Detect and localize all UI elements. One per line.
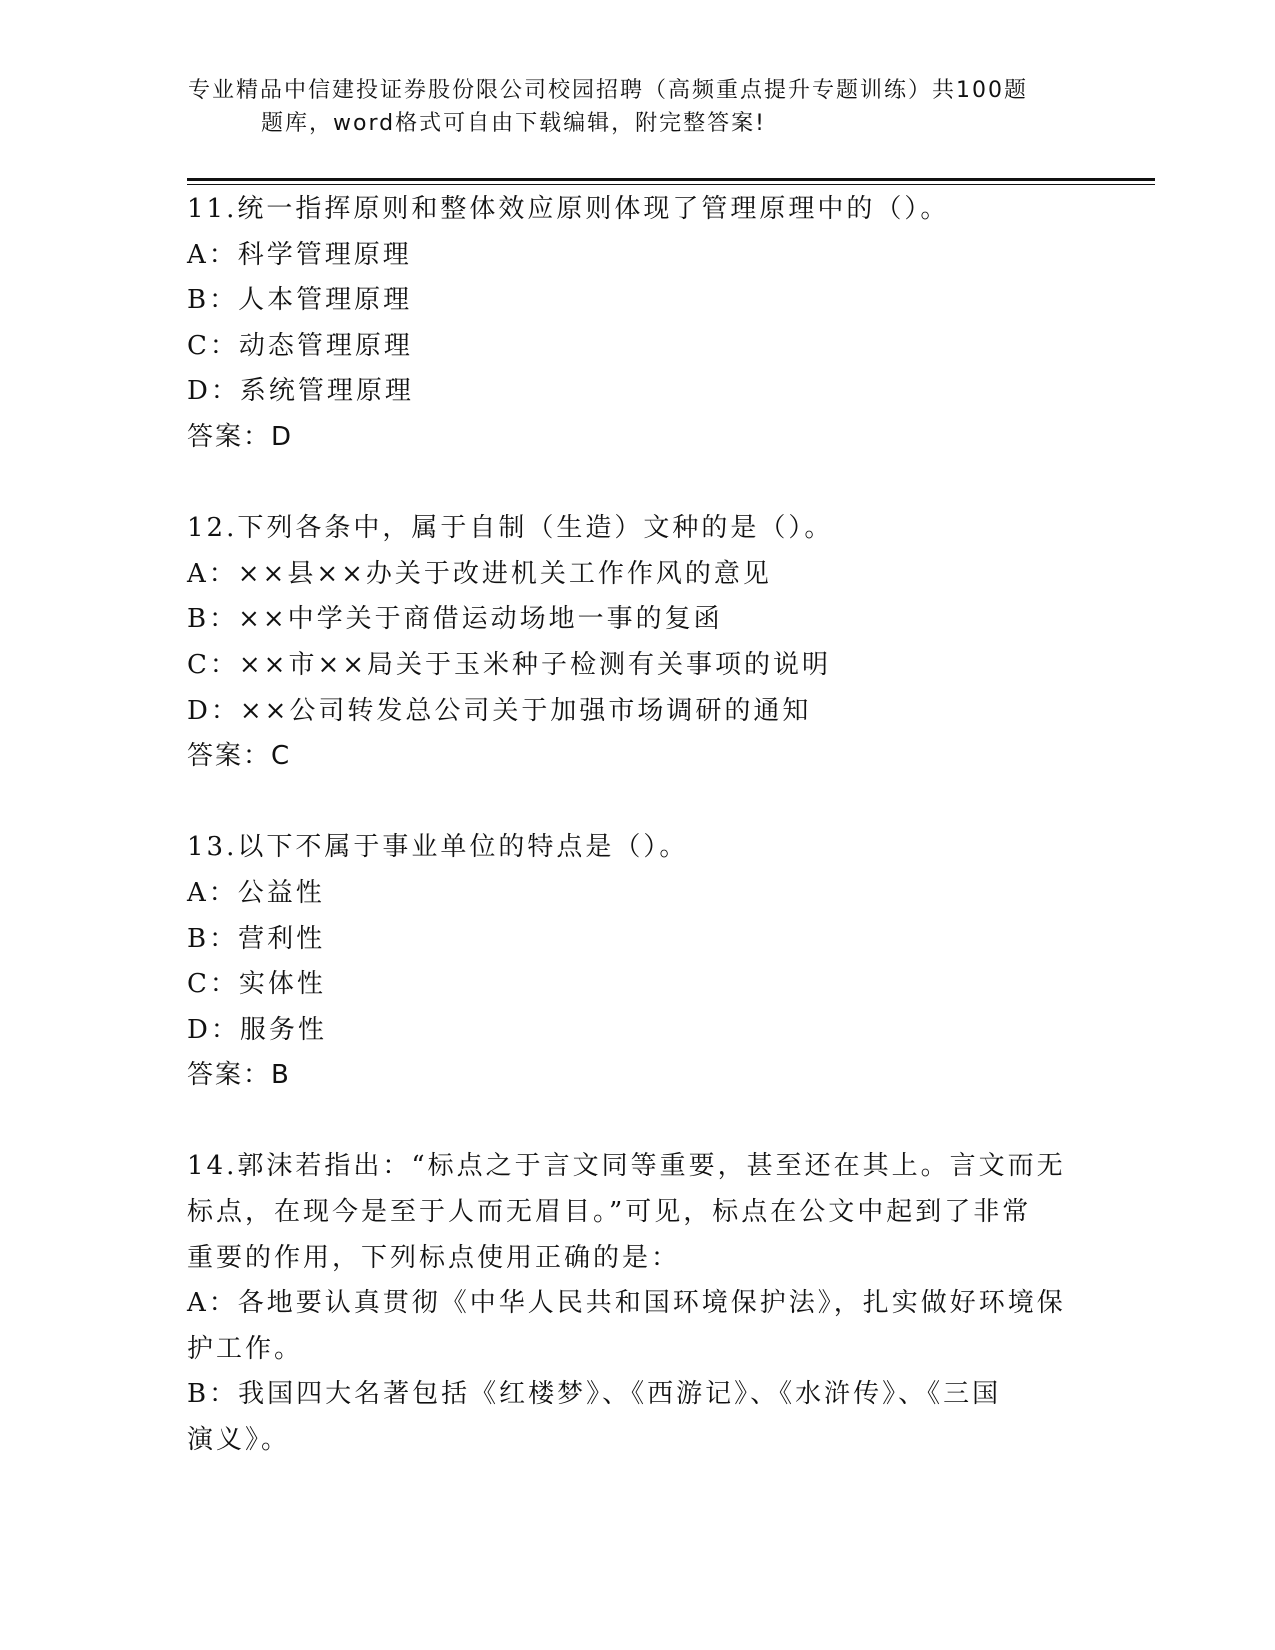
- question-spacer: [187, 1099, 1087, 1145]
- option-b: B：人本管理原理: [187, 285, 413, 316]
- option-c: C：实体性: [187, 969, 326, 1000]
- option-b: B：营利性: [187, 923, 326, 954]
- question-13: [187, 825, 1087, 1099]
- question-spacer: [187, 461, 1087, 507]
- answer-line: 答案：B: [187, 1060, 291, 1091]
- header-title-line-1: 专业精品中信建投证券股份限公司校园招聘（高频重点提升专题训练）共100题: [188, 78, 1028, 103]
- question-11: [187, 187, 1087, 461]
- option-a: A：公益性: [187, 877, 325, 908]
- option-d: D：系统管理原理: [187, 376, 414, 407]
- question-stem: 12.下列各条中，属于自制（生造）文种的是（）。: [187, 513, 834, 544]
- question-list: [187, 187, 1087, 1464]
- question-14: [187, 1144, 1087, 1463]
- header-rule-thick: [187, 178, 1155, 181]
- question-stem: 13.以下不属于事业单位的特点是（）。: [187, 832, 689, 863]
- header-rule-thin: [187, 184, 1155, 185]
- option-b: B：××中学关于商借运动场地一事的复函: [187, 604, 723, 635]
- option-c: C：动态管理原理: [187, 330, 413, 361]
- header-title-line-2: 题库，word格式可自由下载编辑，附完整答案!: [261, 111, 766, 136]
- option-b-line-2: 演义》。: [187, 1425, 291, 1456]
- option-d: D：服务性: [187, 1014, 327, 1045]
- question-stem-line-2: 标点，在现今是至于人而无眉目。”可见，标点在公文中起到了非常: [187, 1197, 1032, 1228]
- answer-line: 答案：D: [187, 421, 294, 452]
- option-a-line-1: A：各地要认真贯彻《中华人民共和国环境保护法》，扎实做好环境保: [187, 1288, 1066, 1319]
- option-d: D：××公司转发总公司关于加强市场调研的通知: [187, 695, 812, 726]
- question-stem: 11.统一指挥原则和整体效应原则体现了管理原理中的（）。: [187, 194, 950, 224]
- question-stem-line-3: 重要的作用，下列标点使用正确的是：: [187, 1242, 681, 1273]
- option-a: A：科学管理原理: [187, 239, 412, 270]
- document-header: [188, 74, 1058, 140]
- option-b-line-1: B：我国四大名著包括《红楼梦》、《西游记》、《水浒传》、《三国: [187, 1379, 1002, 1410]
- question-12: [187, 506, 1087, 780]
- option-a-line-2: 护工作。: [187, 1333, 304, 1364]
- question-stem-line-1: 14.郭沫若指出：“标点之于言文同等重要，甚至还在其上。言文而无: [187, 1151, 1066, 1182]
- option-a: A：××县××办关于改进机关工作作风的意见: [187, 558, 772, 589]
- answer-line: 答案：C: [187, 741, 292, 772]
- question-spacer: [187, 780, 1087, 826]
- option-c: C：××市××局关于玉米种子检测有关事项的说明: [187, 649, 832, 680]
